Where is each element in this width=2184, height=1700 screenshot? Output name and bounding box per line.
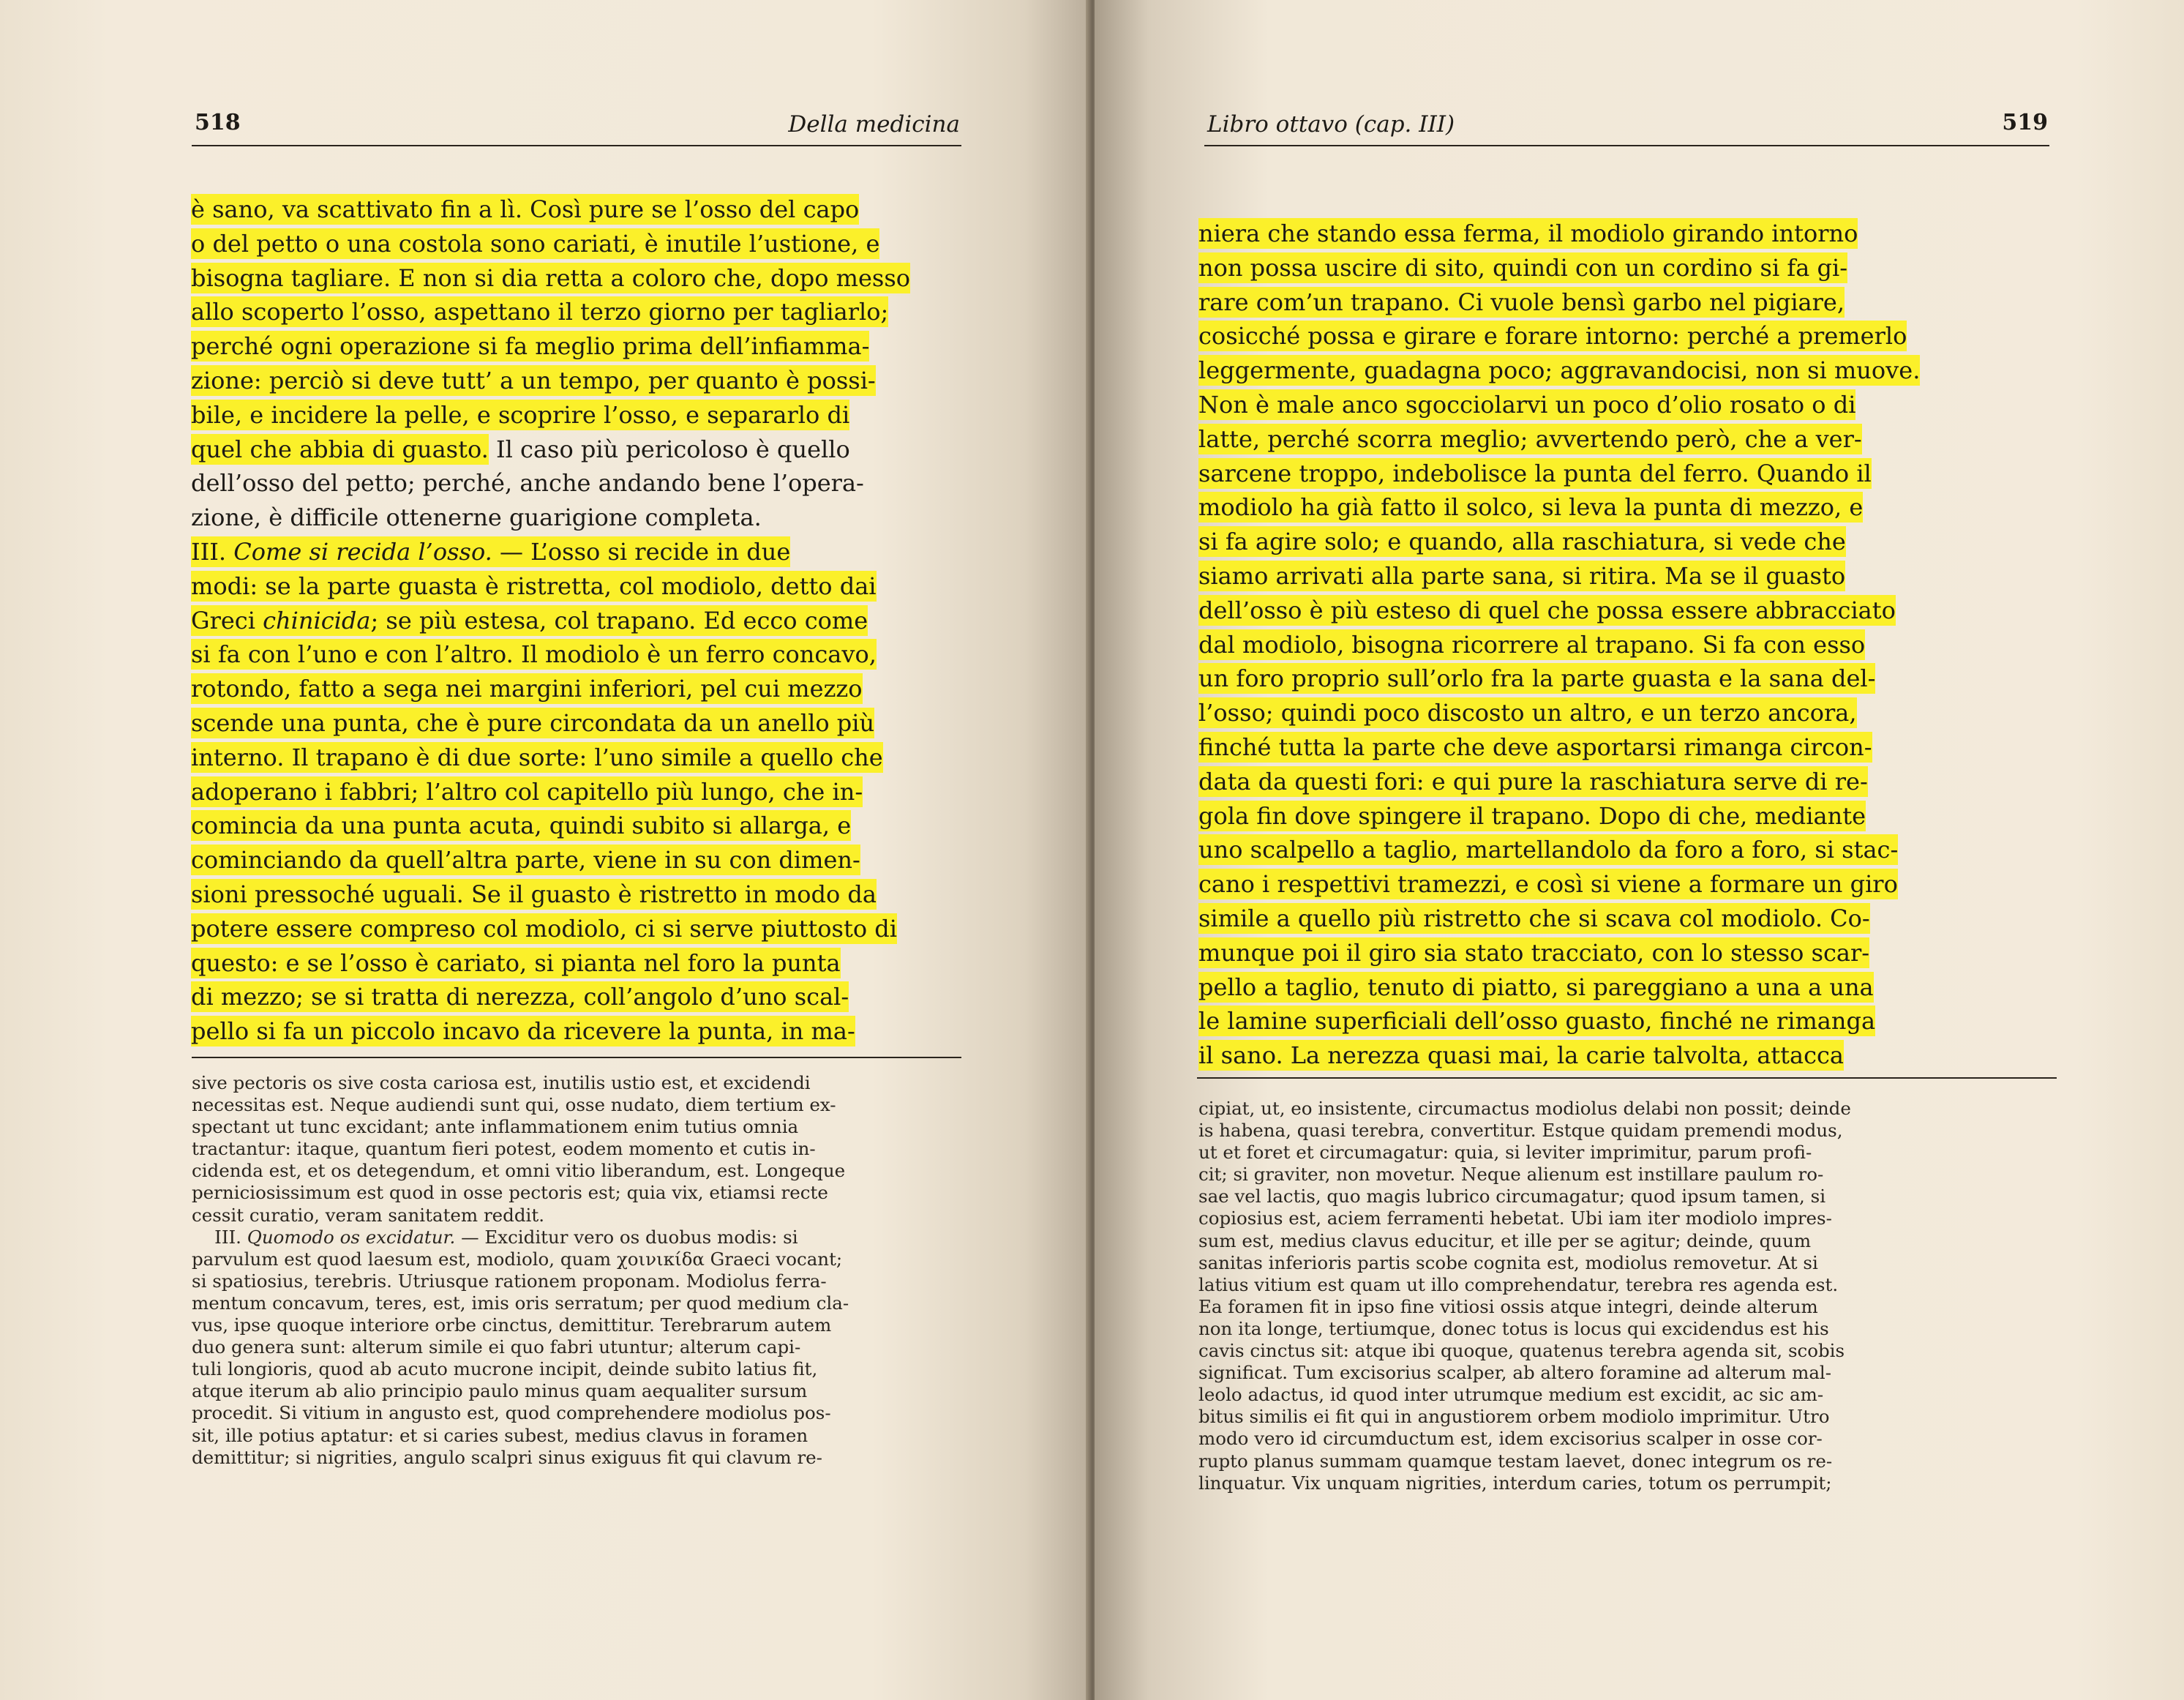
- text-segment: gola fin dove spingere il trapano. Dopo di che, mediante: [1198, 801, 1866, 830]
- footnote-line: [192, 1380, 967, 1402]
- text-line: [191, 364, 967, 398]
- text-line: [191, 466, 967, 501]
- highlighted-text: [1198, 492, 1863, 523]
- highlighted-text: [1198, 801, 1866, 831]
- text-segment: Ea foramen fit in ipso fine vitiosi ossis atque integri, deinde alterum: [1198, 1295, 1818, 1317]
- highlighted-text: [1198, 458, 1872, 489]
- footnote-line: [1198, 1274, 2054, 1296]
- text-segment: dell’osso del petto; perché, anche andando bene l’opera-: [191, 469, 864, 498]
- footnote-line: [1198, 1296, 2054, 1318]
- text-line: [191, 261, 967, 296]
- text-segment: vus, ipse quoque interiore orbe cinctus, demittitur. Terebrarum autem: [192, 1314, 832, 1336]
- text-line: [1198, 457, 2054, 491]
- highlighted-text: [1198, 595, 1896, 626]
- text-segment: il sano. La nerezza quasi mai, la carie talvolta, attacca: [1198, 1041, 1844, 1070]
- text-line: [191, 1014, 967, 1049]
- text-segment: di mezzo; se si tratta di nerezza, coll’angolo d’uno scal-: [191, 983, 849, 1011]
- latin-footnote: [1198, 1098, 2054, 1494]
- line-text: [191, 503, 762, 531]
- text-segment: sit, ille potius aptatur: et si caries subest, medius clavus in foramen: [192, 1424, 808, 1446]
- text-segment: si spatiosius, terebris. Utriusque rationem proponam. Modiolus ferra-: [192, 1270, 827, 1292]
- text-segment: interno. Il trapano è di due sorte: l’uno simile a quello che: [191, 743, 883, 771]
- text-segment: dal modiolo, bisogna ricorrere al trapano. Si fa con esso: [1198, 630, 1866, 659]
- text-line: [191, 295, 967, 329]
- text-segment: spectant ut tunc excidant; ante inflammationem enim tutius omnia: [192, 1116, 799, 1138]
- text-segment: ; se più estesa, col trapano. Ed ecco come: [370, 606, 868, 634]
- text-line: [1198, 593, 2054, 628]
- running-head: Della medicina: [788, 111, 960, 138]
- text-line: [1198, 422, 2054, 457]
- text-segment: tuli longioris, quod ab acuto mucrone incipit, deinde subito latius fit,: [192, 1358, 818, 1380]
- text-line: [191, 843, 967, 877]
- text-segment: latte, perché scorra meglio; avvertendo però, che a ver-: [1198, 424, 1862, 453]
- footnote-line: [1198, 1230, 2054, 1252]
- highlighted-text: [1198, 834, 1898, 865]
- text-segment: III.: [192, 1226, 247, 1248]
- text-segment: perché ogni operazione si fa meglio prima dell’infiamma-: [191, 332, 870, 361]
- highlighted-text: [1198, 287, 1845, 318]
- text-segment: finché tutta la parte che deve asportarsi rimanga circon-: [1198, 733, 1872, 761]
- footnote-line: [192, 1072, 967, 1094]
- text-segment: uno scalpello a taglio, martellandolo da foro a foro, si stac-: [1198, 836, 1899, 864]
- text-line: [1198, 388, 2054, 422]
- text-segment: sioni pressoché uguali. Se il guasto è ristretto in modo da: [191, 880, 877, 908]
- main-text: [1198, 217, 2054, 1073]
- text-segment: leolo adactus, id quod inter utrumque medium est excidit, ac sic am-: [1198, 1384, 1824, 1406]
- text-segment: demittitur; si nigrities, angulo scalpri sinus exiguus fit qui clavum re-: [192, 1446, 822, 1468]
- text-segment: duo genera sunt: alterum simile ei quo fabri utuntur; alterum capi-: [192, 1336, 801, 1358]
- text-segment: dell’osso è più esteso di quel che possa essere abbracciato: [1198, 596, 1896, 624]
- highlighted-text: [1198, 663, 1875, 694]
- text-segment: niera che stando essa ferma, il modiolo girando intorno: [1198, 220, 1858, 247]
- text-line: [1198, 867, 2054, 902]
- footnote-line: [1198, 1120, 2054, 1142]
- text-segment: un foro proprio sull’orlo fra la parte guasta e la sana del-: [1198, 664, 1876, 693]
- text-line: [191, 877, 967, 912]
- text-line: [191, 809, 967, 843]
- latin-footnote: [192, 1072, 967, 1469]
- text-segment: necessitas est. Neque audiendi sunt qui, osse nudato, diem tertium ex-: [192, 1094, 836, 1116]
- text-segment: bitus similis ei fit qui in angustiorem orbem modiolo imprimitur. Utro: [1198, 1406, 1830, 1428]
- text-segment: modo vero id circumductum est, idem excisorius scalper in osse cor-: [1198, 1428, 1823, 1450]
- footnote-line: [1198, 1340, 2054, 1362]
- highlighted-text: [1198, 526, 1846, 557]
- text-segment: Il caso più pericoloso è quello: [488, 435, 850, 463]
- text-segment: leggermente, guadagna poco; aggravandocisi, non si muove.: [1198, 356, 1921, 385]
- footnote-line: [1198, 1207, 2054, 1229]
- footnote-line: [1198, 1318, 2054, 1340]
- text-segment: l’osso; quindi poco discosto un altro, e un terzo ancora,: [1198, 699, 1857, 727]
- text-segment: cosicché possa e girare e forare intorno: perché a premerlo: [1198, 322, 1907, 351]
- footnote-line: [192, 1094, 967, 1116]
- highlighted-text: [1198, 218, 1858, 249]
- text-segment: sive pectoris os sive costa cariosa est, inutilis ustio est, et excidendi: [192, 1072, 811, 1093]
- highlighted-text: [191, 400, 849, 430]
- footnote-line: [192, 1358, 967, 1380]
- highlighted-text: [1198, 1006, 1875, 1036]
- text-segment: si fa agire solo; e quando, alla raschiatura, si vede che: [1198, 528, 1846, 556]
- highlighted-text: [191, 194, 859, 225]
- highlighted-text: [191, 981, 849, 1012]
- highlighted-text: [1198, 732, 1872, 763]
- footnote-line: [1198, 1186, 2054, 1207]
- footnote-line: [1198, 1252, 2054, 1274]
- text-segment: cavis cinctus sit: atque ibi quoque, quatenus terebra agenda sit, scobis: [1198, 1340, 1845, 1362]
- highlighted-text: [191, 742, 883, 773]
- footnote-separator: [1197, 1077, 2057, 1079]
- text-line: [1198, 285, 2054, 320]
- italic-segment: chinicida: [263, 606, 371, 634]
- text-segment: rotondo, fatto a sega nei margini inferiori, pel cui mezzo: [191, 675, 863, 703]
- text-line: [191, 980, 967, 1014]
- highlighted-text: [191, 708, 874, 738]
- highlighted-text: [191, 263, 910, 293]
- text-line: [1198, 628, 2054, 662]
- text-segment: linquatur. Vix unquam nigrities, interdum caries, totum os perrumpit;: [1198, 1472, 1832, 1494]
- text-segment: sarcene troppo, indebolisce la punta del ferro. Quando il: [1198, 459, 1872, 487]
- text-segment: non ita longe, tertiumque, donec totus is locus qui excidendus est his: [1198, 1317, 1829, 1339]
- text-segment: significat. Tum excisorius scalper, ab altero foramine ad alterum mal-: [1198, 1362, 1832, 1384]
- highlighted-text: [1198, 321, 1907, 351]
- text-segment: III.: [191, 537, 234, 566]
- highlighted-text: [1198, 355, 1920, 386]
- highlighted-text: [1198, 389, 1855, 420]
- header-rule: [1204, 145, 2049, 146]
- highlighted-text: [1198, 937, 1869, 968]
- text-line: [1198, 353, 2054, 388]
- text-line: [1198, 662, 2054, 696]
- text-line: [191, 706, 967, 741]
- left-page: [0, 0, 1090, 1700]
- text-segment: non possa uscire di sito, quindi con un cordino si fa gi-: [1198, 253, 1847, 282]
- text-line: [1198, 559, 2054, 593]
- text-segment: cominciando da quell’altra parte, viene in su con dimen-: [191, 846, 860, 875]
- text-segment: potere essere compreso col modiolo, ci si serve piuttosto di: [191, 914, 897, 943]
- text-segment: modi: se la parte guasta è ristretta, col modiolo, detto dai: [191, 572, 877, 600]
- highlighted-text: [191, 296, 888, 327]
- text-segment: procedit. Si vitium in angusto est, quod comprehendere modiolus pos-: [192, 1402, 831, 1424]
- highlighted-text: [1198, 869, 1898, 899]
- text-line: [1198, 251, 2054, 285]
- text-segment: Greci: [191, 606, 263, 634]
- text-line: [1198, 319, 2054, 353]
- highlighted-text: [1198, 629, 1865, 660]
- text-line: [1198, 970, 2054, 1005]
- text-line: [191, 535, 967, 569]
- highlighted-text: [191, 639, 877, 670]
- text-segment: cipiat, ut, eo insistente, circumactus modiolus delabi non possit; deinde: [1198, 1098, 1851, 1119]
- text-line: [1198, 490, 2054, 525]
- highlighted-text: [1198, 972, 1874, 1003]
- highlighted-text: [191, 776, 863, 807]
- text-segment: quel che abbia di guasto.: [191, 435, 489, 463]
- text-segment: rupto planus summam quamque testam laevet, donec integrum os re-: [1198, 1450, 1833, 1472]
- text-segment: cano i respettivi tramezzi, e così si viene a formare un giro: [1198, 870, 1898, 899]
- footnote-line: [192, 1160, 967, 1182]
- text-segment: sum est, medius clavus educitur, et ille per se agitur; deinde, quum: [1198, 1229, 1812, 1251]
- text-line: [191, 433, 967, 467]
- text-line: [191, 398, 967, 433]
- text-line: [191, 637, 967, 672]
- footnote-line: [192, 1425, 967, 1447]
- highlighted-text: [191, 948, 841, 978]
- highlighted-text: [191, 845, 860, 875]
- text-line: [1198, 1004, 2054, 1038]
- highlighted-text: [191, 913, 897, 944]
- highlighted-text: [191, 536, 790, 567]
- highlighted-text: [191, 673, 863, 704]
- highlighted-text: [191, 365, 876, 396]
- text-segment: bile, e incidere la pelle, e scoprire l’osso, e separarlo di: [191, 400, 850, 429]
- text-segment: zione, è difficile ottenerne guarigione completa.: [191, 503, 762, 532]
- text-segment: atque iterum ab alio principio paulo minus quam aequaliter sursum: [192, 1380, 808, 1402]
- text-line: [191, 329, 967, 364]
- highlighted-text: [191, 879, 877, 910]
- text-line: [1198, 902, 2054, 936]
- text-segment: le lamine superficiali dell’osso guasto, finché ne rimanga: [1198, 1007, 1876, 1036]
- highlighted-text: [191, 331, 869, 362]
- text-line: [191, 192, 967, 227]
- text-line: [1198, 833, 2054, 867]
- highlighted-text: [1198, 697, 1857, 728]
- footnote-line: [192, 1248, 967, 1270]
- footnote-line: [192, 1292, 967, 1314]
- text-segment: bisogna tagliare. E non si dia retta a coloro che, dopo messo: [191, 263, 911, 292]
- text-segment: sae vel lactis, quo magis lubrico circumagatur; quod ipsum tamen, si: [1198, 1186, 1826, 1207]
- text-line: [1198, 936, 2054, 970]
- highlighted-text: [1198, 766, 1868, 797]
- highlighted-text: [1198, 424, 1862, 454]
- text-segment: copiosius est, aciem ferramenti hebetat. Ubi iam iter modiolo impres-: [1198, 1207, 1832, 1229]
- text-line: [191, 912, 967, 946]
- text-line: [191, 775, 967, 809]
- text-segment: cidenda est, et os detegendum, et omni vitio liberandum, est. Longeque: [192, 1160, 846, 1182]
- text-segment: allo scoperto l’osso, aspettano il terzo giorno per tagliarlo;: [191, 298, 889, 326]
- text-line: [191, 501, 967, 535]
- text-segment: cessit curatio, veram sanitatem reddit.: [192, 1204, 544, 1226]
- text-segment: parvulum est quod laesum est, modiolo, quam χοινικίδα Graeci vocant;: [192, 1248, 843, 1270]
- text-line: [191, 227, 967, 261]
- text-segment: ut et foret et circumagatur: quia, si leviter imprimitur, parum profi-: [1198, 1142, 1812, 1164]
- highlighted-text: [191, 228, 879, 259]
- footnote-line: [192, 1270, 967, 1292]
- text-segment: latius vitium est quam ut illo comprehendatur, terebra res agenda est.: [1198, 1273, 1839, 1295]
- footnote-line: [192, 1447, 967, 1469]
- text-segment: comincia da una punta acuta, quindi subito si allarga, e: [191, 812, 852, 840]
- highlighted-text: [191, 605, 868, 636]
- highlighted-text: [1198, 252, 1847, 283]
- text-line: [191, 672, 967, 706]
- footnote-line: [192, 1336, 967, 1358]
- text-line: [1198, 799, 2054, 834]
- footnote-line: [192, 1138, 967, 1160]
- footnote-line: [1198, 1472, 2054, 1494]
- footnote-line: [1198, 1142, 2054, 1164]
- footnote-line: [192, 1227, 967, 1248]
- text-segment: è sano, va scattivato fin a lì. Così pure se l’osso del capo: [191, 195, 860, 223]
- line-text: [191, 469, 864, 497]
- text-segment: questo: e se l’osso è cariato, si pianta nel foro la punta: [191, 948, 841, 977]
- text-segment: tractantur: itaque, quantum fieri potest, eodem momento et cutis in-: [192, 1138, 816, 1160]
- text-line: [191, 946, 967, 981]
- text-segment: o del petto o una costola sono cariati, è inutile l’ustione, e: [191, 229, 880, 258]
- header-rule: [192, 145, 961, 146]
- footnote-line: [192, 1314, 967, 1336]
- footnote-line: [192, 1182, 967, 1204]
- footnote-line: [1198, 1384, 2054, 1406]
- footnote-line: [1198, 1450, 2054, 1472]
- text-segment: pello si fa un piccolo incavo da ricevere la punta, in ma-: [191, 1017, 855, 1046]
- text-segment: scende una punta, che è pure circondata da un anello più: [191, 708, 875, 737]
- text-segment: perniciosissimum est quod in osse pectoris est; quia vix, etiamsi recte: [192, 1182, 828, 1204]
- text-segment: siamo arrivati alla parte sana, si ritira. Ma se il guasto: [1198, 561, 1846, 590]
- text-segment: si fa con l’uno e con l’altro. Il modiolo è un ferro concavo,: [191, 640, 877, 669]
- text-segment: adoperano i fabbri; l’altro col capitello più lungo, che in-: [191, 777, 863, 806]
- text-segment: is habena, quasi terebra, convertitur. Estque quidam premendi modus,: [1198, 1120, 1843, 1142]
- highlighted-text: [1198, 1040, 1844, 1071]
- text-line: [1198, 696, 2054, 730]
- text-line: [191, 604, 967, 638]
- text-line: [191, 741, 967, 775]
- footnote-line: [192, 1402, 967, 1424]
- text-segment: pello a taglio, tenuto di piatto, si pareggiano a una a una: [1198, 973, 1874, 1001]
- text-segment: mentum concavum, teres, est, imis oris serratum; per quod medium cla-: [192, 1292, 849, 1314]
- text-segment: modiolo ha già fatto il solco, si leva la punta di mezzo, e: [1198, 493, 1864, 522]
- running-head: Libro ottavo (cap. III): [1207, 111, 1455, 138]
- text-line: [1198, 730, 2054, 765]
- highlighted-text: [1198, 561, 1845, 591]
- text-line: [1198, 765, 2054, 799]
- highlighted-text: [191, 810, 851, 841]
- text-segment: sanitas inferioris partis scobe cognita est, modiolus removetur. At si: [1198, 1251, 1818, 1273]
- text-segment: data da questi fori: e qui pure la raschiatura serve di re-: [1198, 767, 1868, 795]
- text-segment: munque poi il giro sia stato tracciato, con lo stesso scar-: [1198, 938, 1870, 967]
- text-segment: — L’osso si recide in due: [492, 537, 791, 566]
- text-segment: — Exciditur vero os duobus modis: si: [455, 1226, 798, 1248]
- highlighted-text: [191, 1016, 855, 1046]
- text-segment: rare com’un trapano. Ci vuole bensì garbo nel pigiare,: [1198, 288, 1845, 316]
- footnote-line: [1198, 1428, 2054, 1450]
- line-text: [191, 434, 850, 465]
- text-line: [1198, 525, 2054, 559]
- italic-segment: Come si recida l’osso.: [233, 537, 492, 566]
- text-segment: Non è male anco sgocciolarvi un poco d’olio rosato o di: [1198, 390, 1856, 419]
- text-line: [1198, 1038, 2054, 1073]
- footnote-line: [1198, 1406, 2054, 1428]
- footnote-separator: [192, 1057, 961, 1058]
- footnote-line: [1198, 1164, 2054, 1186]
- italic-segment: Quomodo os excidatur.: [247, 1226, 456, 1248]
- footnote-line: [192, 1205, 967, 1227]
- highlighted-text: [191, 571, 877, 602]
- footnote-line: [1198, 1362, 2054, 1384]
- page-number: 518: [195, 110, 241, 135]
- text-line: [1198, 217, 2054, 251]
- text-segment: cit; si graviter, non movetur. Neque alienum est instillare paulum ro-: [1198, 1164, 1824, 1186]
- main-text: [191, 192, 967, 1049]
- footnote-line: [1198, 1098, 2054, 1120]
- page-number: 519: [2002, 110, 2048, 135]
- text-line: [191, 569, 967, 604]
- footnote-line: [192, 1116, 967, 1138]
- right-page: [1095, 0, 2184, 1700]
- highlighted-text: [1198, 903, 1870, 934]
- text-segment: zione: perciò si deve tutt’ a un tempo, per quanto è possi-: [191, 366, 876, 394]
- text-segment: simile a quello più ristretto che si scava col modiolo. Co-: [1198, 904, 1870, 932]
